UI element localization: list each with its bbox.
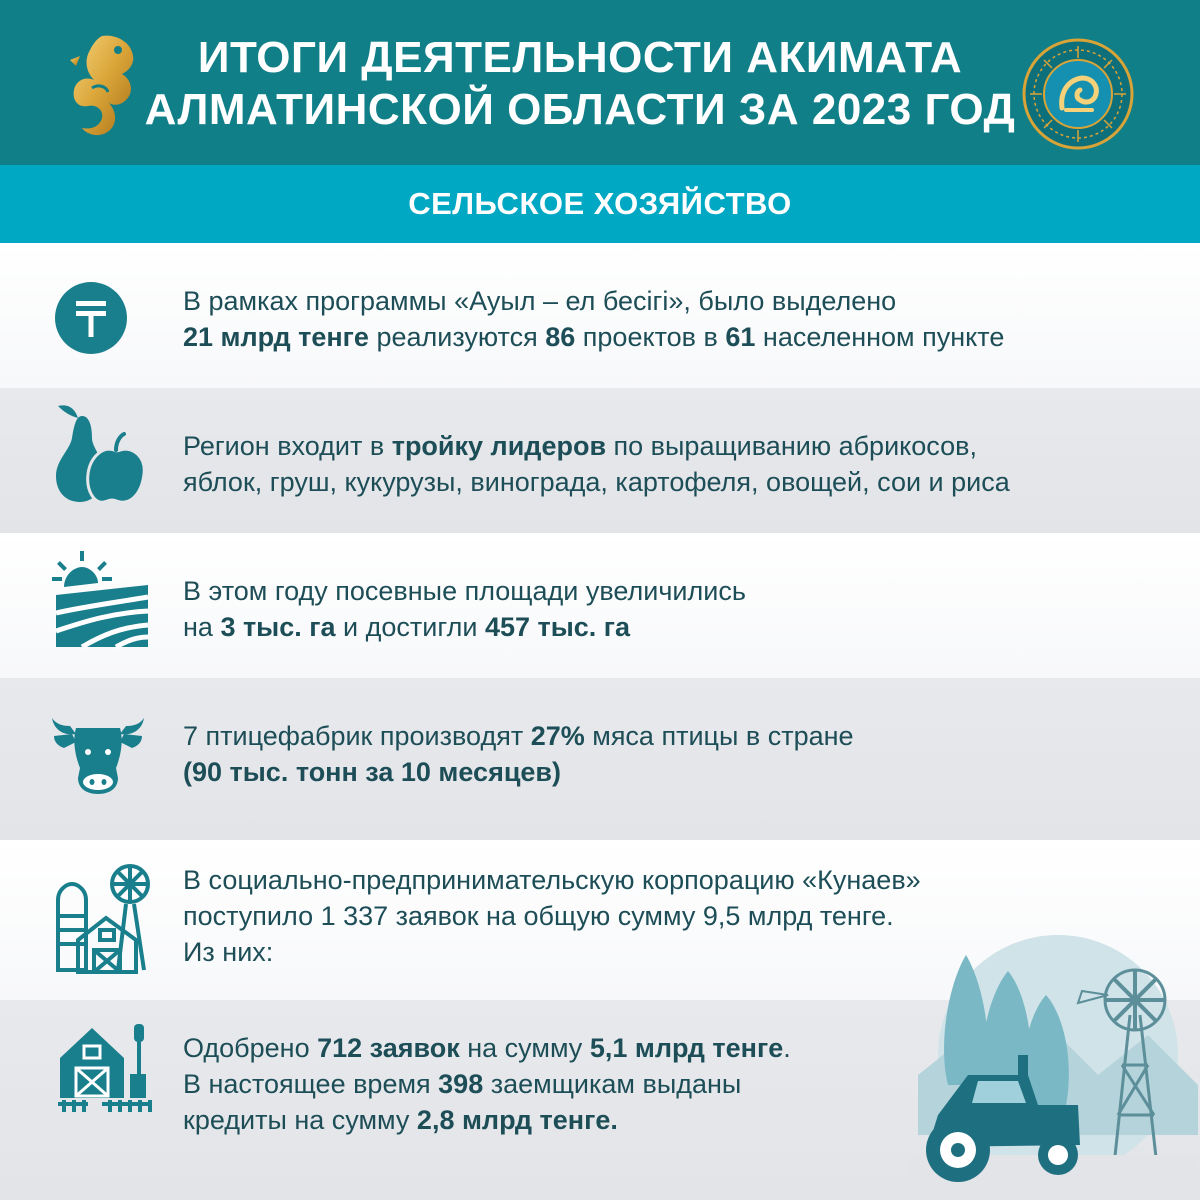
fruits-icon (48, 400, 148, 510)
title-line-1: ИТОГИ ДЕЯТЕЛЬНОСТИ АКИМАТА (197, 33, 963, 82)
item-text: В социально-предпринимательскую корпорацию «Кунаев» поступило 1 337 заявок на общую сумму 9,5 млрд тенге. Из них: (183, 865, 921, 967)
list-item (0, 243, 1200, 388)
barn-icon (54, 1018, 154, 1114)
field-sun-icon (52, 551, 152, 651)
tractor-trees-windmill-icon (908, 925, 1198, 1195)
item-text: Регион входит в тройку лидеров по выращиванию абрикосов, яблок, груш, кукурузы, винограда, картофеля, овощей, сои и риса (183, 431, 1010, 497)
section-title: СЕЛЬСКОЕ ХОЗЯЙСТВО (0, 165, 1200, 243)
list-item (0, 388, 1200, 533)
list-item (0, 678, 1200, 840)
farm-windmill-icon (50, 860, 154, 978)
header (0, 0, 1200, 165)
page-title (140, 32, 1020, 136)
item-text: 7 птицефабрик производят 27% мяса птицы в стране (90 тыс. тонн за 10 месяцев) (183, 721, 854, 787)
title-line-2: АЛМАТИНСКОЙ ОБЛАСТИ ЗА 2023 ГОД (144, 85, 1016, 134)
item-text: В рамках программы «Ауыл – ел бесігі», было выделено 21 млрд тенге реализуются 86 проектов в 61 населенном пункте (183, 286, 1005, 352)
cow-icon (48, 712, 148, 794)
list-item (0, 533, 1200, 678)
tenge-icon (54, 281, 128, 355)
snow-leopard-emblem-icon (62, 30, 144, 142)
regional-emblem-icon (1022, 38, 1134, 150)
item-text: Одобрено 712 заявок на сумму 5,1 млрд тенге. В настоящее время 398 заемщикам выданы кредиты на сумму 2,8 млрд тенге. (183, 1033, 791, 1135)
item-text: В этом году посевные площади увеличились на 3 тыс. га и достигли 457 тыс. га (183, 576, 746, 642)
